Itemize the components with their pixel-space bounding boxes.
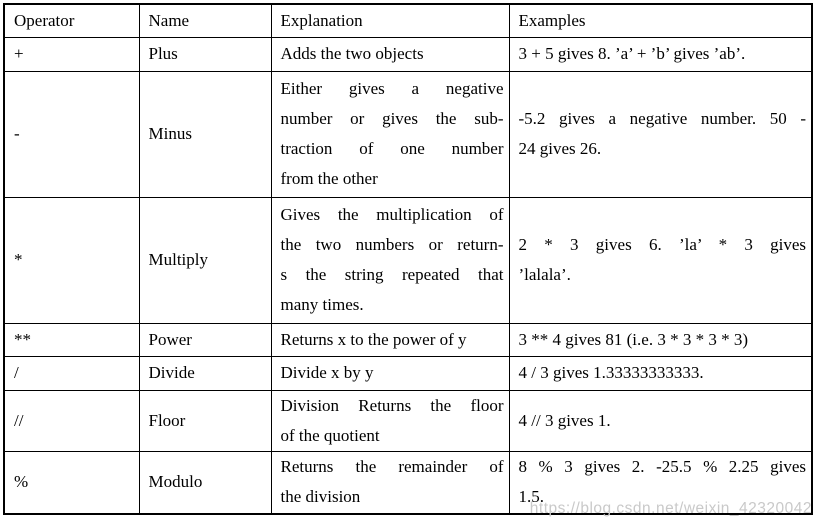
cell-line: Either gives a negative xyxy=(280,79,504,98)
operator-table-body xyxy=(4,37,812,514)
column-header: Name xyxy=(139,4,271,37)
cell-line: the two numbers or return- xyxy=(280,235,504,254)
column-header: Explanation xyxy=(271,4,509,37)
name-cell xyxy=(139,71,271,197)
cell-line: Returns the remainder of xyxy=(280,457,504,477)
cell-line: Divide xyxy=(148,363,195,382)
cell-line: Power xyxy=(148,329,192,349)
cell-line: 1.5. xyxy=(518,487,544,507)
cell-line: // xyxy=(14,410,24,430)
examples-cell xyxy=(509,323,812,356)
cell-line: ** xyxy=(14,329,31,349)
cell-line: number or gives the sub- xyxy=(280,109,504,128)
cell-line: Gives the multiplication of xyxy=(280,205,504,224)
column-header: Examples xyxy=(509,4,812,37)
operator-cell xyxy=(4,37,139,71)
examples-cell xyxy=(509,390,812,451)
name-cell xyxy=(139,390,271,451)
explanation-cell xyxy=(271,451,509,514)
cell-line: ’lalala’. xyxy=(518,265,571,284)
cell-line: Modulo xyxy=(148,472,203,492)
cell-line: Adds the two objects xyxy=(280,44,424,63)
examples-cell xyxy=(509,71,812,197)
explanation-cell xyxy=(271,197,509,323)
cell-line: 2 * 3 gives 6. ’la’ * 3 gives xyxy=(518,235,806,254)
table-row xyxy=(4,37,812,71)
cell-line: the division xyxy=(280,487,361,507)
table-row xyxy=(4,356,812,390)
csdn-watermark: https://blog.csdn.net/weixin_42320042 xyxy=(529,500,812,517)
cell-line: 8 % 3 gives 2. -25.5 % 2.25 gives xyxy=(518,457,806,477)
column-header: Operator xyxy=(4,4,139,37)
cell-line: Multiply xyxy=(148,250,209,269)
cell-line: / xyxy=(14,363,19,382)
operator-reference-table xyxy=(3,3,813,515)
table-row xyxy=(4,197,812,323)
operator-cell xyxy=(4,390,139,451)
cell-line: from the other xyxy=(280,169,378,188)
cell-line: 4 / 3 gives 1.33333333333. xyxy=(518,363,704,382)
examples-cell xyxy=(509,356,812,390)
cell-line: 3 + 5 gives 8. ’a’ + ’b’ gives ’ab’. xyxy=(518,44,746,63)
table-row xyxy=(4,323,812,356)
name-cell xyxy=(139,37,271,71)
cell-line: Floor xyxy=(148,410,186,430)
header-row xyxy=(4,4,812,37)
cell-line: 3 ** 4 gives 81 (i.e. 3 * 3 * 3 * 3) xyxy=(518,329,748,349)
cell-line: 24 gives 26. xyxy=(518,139,602,158)
cell-line: Divide x by y xyxy=(280,363,374,382)
cell-line: % xyxy=(14,472,29,492)
explanation-cell xyxy=(271,37,509,71)
cell-line: + xyxy=(14,44,24,63)
examples-cell xyxy=(509,37,812,71)
explanation-cell xyxy=(271,71,509,197)
operator-cell xyxy=(4,451,139,514)
operator-cell xyxy=(4,356,139,390)
cell-line: of the quotient xyxy=(280,425,380,445)
table-header xyxy=(4,4,812,37)
cell-line: - xyxy=(14,124,20,143)
cell-line: traction of one number xyxy=(280,139,504,158)
cell-line: Division Returns the floor xyxy=(280,395,504,415)
examples-cell xyxy=(509,197,812,323)
name-cell xyxy=(139,356,271,390)
operator-cell xyxy=(4,323,139,356)
cell-line: Returns x to the power of y xyxy=(280,329,467,349)
cell-line: Plus xyxy=(148,44,178,63)
cell-line: many times. xyxy=(280,295,364,314)
cell-line: s the string repeated that xyxy=(280,265,504,284)
name-cell xyxy=(139,323,271,356)
name-cell xyxy=(139,197,271,323)
table-row xyxy=(4,71,812,197)
cell-line: * xyxy=(14,250,23,269)
explanation-cell xyxy=(271,356,509,390)
cell-line: Minus xyxy=(148,124,192,143)
operator-cell xyxy=(4,197,139,323)
cell-line: -5.2 gives a negative number. 50 - xyxy=(518,109,806,128)
explanation-cell xyxy=(271,390,509,451)
name-cell xyxy=(139,451,271,514)
table-row xyxy=(4,390,812,451)
explanation-cell xyxy=(271,323,509,356)
cell-line: 4 // 3 gives 1. xyxy=(518,410,611,430)
operator-cell xyxy=(4,71,139,197)
